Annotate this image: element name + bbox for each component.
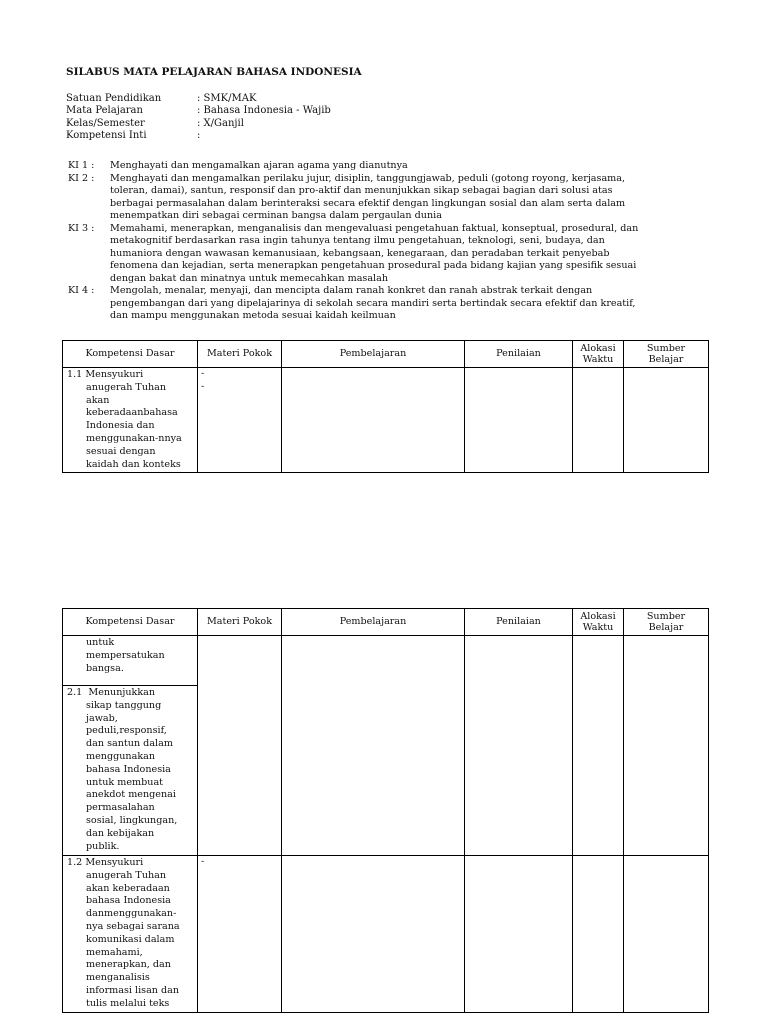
kd-line: sosial, lingkungan, — [86, 814, 178, 826]
kd-line: bahasa Indonesia — [86, 895, 171, 907]
sumber-cell — [624, 368, 709, 473]
kd-line: anekdot mengenai — [86, 789, 176, 801]
penilaian-cell — [465, 636, 573, 856]
info-label: Kompetensi Inti — [66, 130, 147, 142]
info-value: : — [197, 130, 201, 142]
ki-line: metakognitif berdasarkan rasa ingin tahunya tentang ilmu pengetahuan, teknologi, seni, budaya, dan — [110, 235, 605, 246]
kd-line: peduli,responsif, — [86, 725, 167, 737]
ki-code: KI 4 : — [68, 285, 95, 296]
kd-line: Indonesia dan — [86, 420, 155, 432]
kd-text — [67, 637, 193, 675]
kd-line: komunikasi dalam — [86, 933, 175, 945]
ki-text — [110, 223, 708, 286]
penilaian-cell — [465, 368, 573, 473]
table-row — [63, 636, 709, 686]
ki-line: pengembangan dari yang dipelajarinya di sekolah secara mandiri serta bertindak secara efektif dan kreatif, — [110, 297, 636, 309]
identity-block — [66, 93, 331, 143]
kd-line: mempersatukan — [86, 649, 165, 661]
materi-pokok-cell: - — [198, 856, 282, 1013]
kd-line: bangsa. — [86, 662, 124, 674]
ki-code: KI 2 : — [68, 172, 95, 184]
header-pembelajaran: Pembelajaran — [282, 609, 465, 636]
pembelajaran-cell — [282, 368, 465, 473]
ki-line: fenomena dan kejadian, serta menerapkan pengetahuan prosedural pada bidang kajian yang spesifik sesuai — [110, 260, 637, 271]
pembelajaran-cell — [282, 856, 465, 1013]
kd-line: untuk — [86, 637, 115, 648]
table-row — [63, 856, 709, 1013]
ki-item — [68, 160, 708, 173]
info-value: : X/Ganjil — [197, 117, 244, 129]
alokasi-cell — [573, 368, 624, 473]
info-label: Mata Pelajaran — [66, 105, 143, 117]
info-row-kelas — [66, 118, 331, 130]
ki-line: menempatkan diri sebagai cerminan bangsa dalam pergaulan dunia — [110, 210, 442, 221]
kd-text — [67, 700, 193, 854]
kd-line: bahasa Indonesia — [86, 763, 171, 775]
ki-line: Memahami, menerapkan, menganalisis dan mengevaluasi pengetahuan faktual, konseptual, prosedural, dan — [110, 222, 639, 234]
header-alokasi-waktu: Alokasi Waktu — [573, 609, 624, 636]
header-sumber-belajar: Sumber Belajar — [624, 609, 709, 636]
header-materi-pokok: Materi Pokok — [198, 609, 282, 636]
info-row-satuan — [66, 93, 331, 105]
kd-cell — [63, 636, 198, 686]
alokasi-cell — [573, 636, 624, 856]
kd-line: dan kebijakan — [86, 827, 155, 839]
kd-line: akan keberadaan — [86, 882, 170, 894]
table-row — [63, 368, 709, 473]
ki-item — [68, 223, 708, 286]
ki-line: dan mampu menggunakan metoda sesuai kaidah keilmuan — [110, 310, 396, 321]
kd-line: menggunakan-nnya — [86, 432, 182, 444]
kompetensi-inti-list — [68, 160, 708, 323]
kd-text — [67, 870, 193, 1011]
info-value: : Bahasa Indonesia - Wajib — [197, 105, 331, 117]
header-materi-pokok: Materi Pokok — [198, 341, 282, 368]
mp-line: - — [201, 368, 205, 379]
ki-line: Mengolah, menalar, menyaji, dan mencipta dalam ranah konkret dan ranah abstrak terkait dengan — [110, 285, 593, 296]
kd-line: untuk membuat — [86, 776, 164, 788]
ki-item — [68, 173, 708, 223]
pembelajaran-cell — [282, 636, 465, 856]
header-penilaian: Penilaian — [465, 609, 573, 636]
kd-line: sikap tanggung — [86, 699, 162, 711]
kd-line: sesuai dengan — [86, 445, 156, 457]
info-label: Satuan Pendidikan — [66, 93, 162, 104]
materi-pokok-cell — [198, 636, 282, 856]
kd-line: memahami, — [86, 946, 143, 958]
kd-line: jawab, — [86, 712, 118, 724]
kd-line: anugerah Tuhan — [86, 869, 167, 881]
header-pembelajaran: Pembelajaran — [282, 341, 465, 368]
kd-line: menggunakan — [86, 750, 156, 762]
ki-line: humaniora dengan wawasan kemanusiaan, kebangsaan, kenegaraan, dan peradaban terkait penyebab — [110, 247, 610, 259]
header-kompetensi-dasar: Kompetensi Dasar — [63, 341, 198, 368]
kd-line: tulis melalui teks — [86, 997, 170, 1009]
ki-line: dengan bakat dan minatnya untuk memecahkan masalah — [110, 272, 389, 284]
kd-line: kaidah dan konteks — [86, 458, 181, 470]
kd-line: dan santun dalam — [86, 738, 173, 750]
kd-line: keberadaanbahasa — [86, 407, 178, 419]
sumber-cell — [624, 856, 709, 1013]
kd-line: publik. — [86, 840, 120, 852]
info-label: Kelas/Semester — [66, 117, 145, 129]
syllabus-table-1 — [62, 340, 709, 473]
ki-line: toleran, damai), santun, responsif dan pro-aktif dan menunjukkan sikap sebagai bagian dari solusi atas — [110, 185, 613, 196]
mp-line: - — [201, 380, 205, 392]
header-penilaian: Penilaian — [465, 341, 573, 368]
kd-text — [67, 382, 193, 472]
kd-line: permasalahan — [86, 802, 155, 814]
info-value: : SMK/MAK — [197, 93, 257, 104]
kd-line: menerapkan, dan — [86, 959, 171, 971]
syllabus-table-2 — [62, 608, 709, 1013]
kd-line: anugerah Tuhan — [86, 381, 167, 393]
kd-cell: 1.2 Mensyukuri anugerah Tuhan akan keberadaan bahasa Indonesia danmenggunakan- nya sebagai sarana komunikasi dalam memahami, menerapkan, dan menganalisis informasi lisan dan tulis melalui teks — [63, 856, 198, 1013]
header-kompetensi-dasar: Kompetensi Dasar — [63, 609, 198, 636]
ki-text — [110, 285, 708, 323]
materi-pokok-cell — [198, 368, 282, 473]
penilaian-cell — [465, 856, 573, 1013]
ki-text — [110, 173, 708, 223]
kd-line: akan — [86, 394, 110, 406]
ki-item — [68, 285, 708, 323]
table-header-row — [63, 609, 709, 636]
info-row-mapel — [66, 105, 331, 117]
ki-code: KI 3 : — [68, 222, 95, 234]
ki-text — [110, 160, 708, 173]
kd-line: menganalisis — [86, 972, 150, 984]
kd-line: informasi lisan dan — [86, 984, 180, 996]
header-sumber-belajar: Sumber Belajar — [624, 341, 709, 368]
alokasi-cell — [573, 856, 624, 1013]
ki-line: Menghayati dan mengamalkan perilaku jujur, disiplin, tanggungjawab, peduli (gotong royong, kerjasama, — [110, 172, 626, 184]
kd-cell: 2.1 Menunjukkan sikap tanggung jawab, peduli,responsif, dan santun dalam menggunakan bahasa Indonesia untuk membuat anekdot mengenai permasalahan sosial, lingkungan, dan kebijakan publik. — [63, 686, 198, 856]
ki-line: Menghayati dan mengamalkan ajaran agama yang dianutnya — [110, 160, 408, 171]
table-header-row — [63, 341, 709, 368]
info-row-ki — [66, 130, 331, 142]
header-alokasi-waktu: Alokasi Waktu — [573, 341, 624, 368]
kd-cell: 1.1 Mensyukuri anugerah Tuhan akan keberadaanbahasa Indonesia dan menggunakan-nnya sesuai dengan kaidah dan konteks — [63, 368, 198, 473]
document-title: SILABUS MATA PELAJARAN BAHASA INDONESIA — [66, 66, 362, 78]
kd-line: danmenggunakan- — [86, 908, 177, 920]
ki-line: berbagai permasalahan dalam berinteraksi secara efektif dengan lingkungan sosial dan alam serta dalam — [110, 197, 626, 209]
ki-code: KI 1 : — [68, 160, 95, 171]
sumber-cell — [624, 636, 709, 856]
kd-line: nya sebagai sarana — [86, 920, 180, 932]
